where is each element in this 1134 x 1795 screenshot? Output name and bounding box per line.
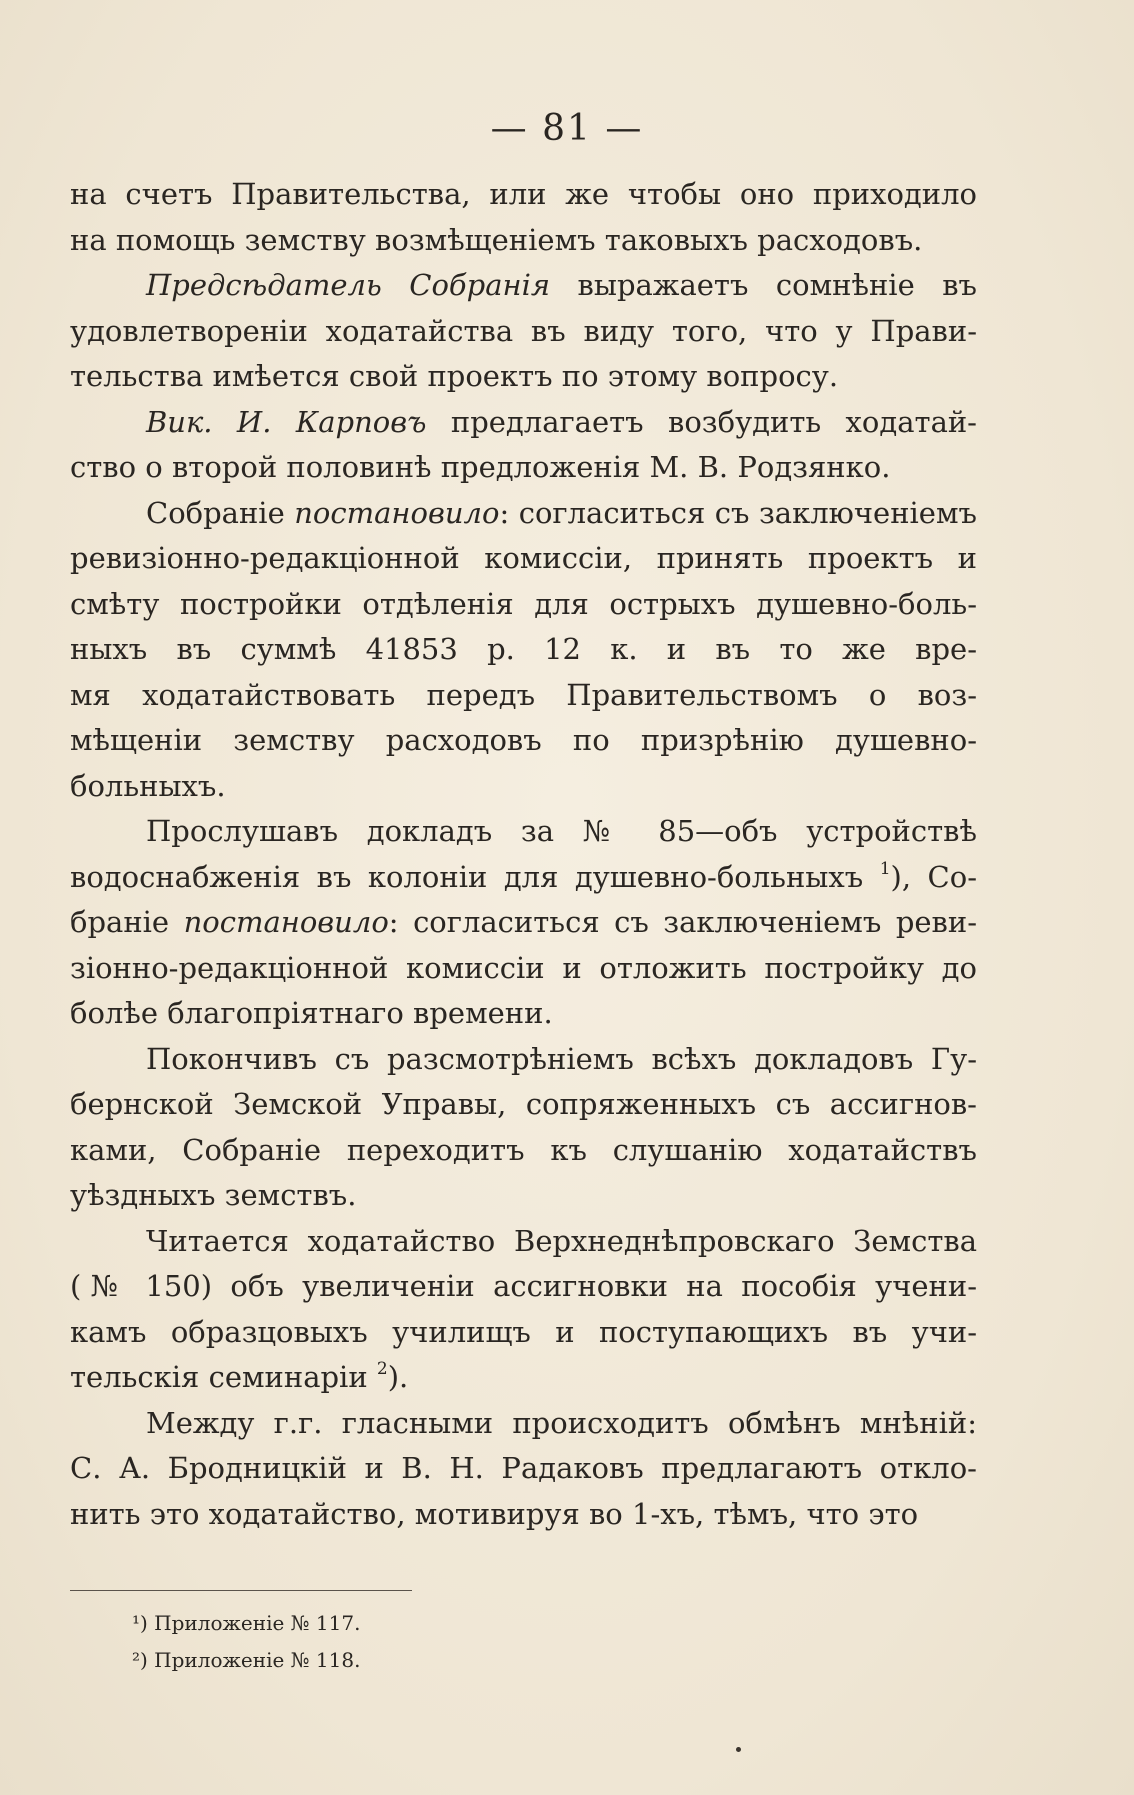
text-line: Читается ходатайство Верхнеднѣпровскаго Земства <box>146 1223 977 1258</box>
text-run: : согласиться съ заключеніемъ реви- <box>388 905 977 939</box>
text-line: больныхъ. <box>70 768 226 803</box>
text-run: выражаетъ сомнѣніе въ <box>550 268 977 302</box>
print-speck <box>736 1747 741 1752</box>
footnote-marker: 2 <box>376 1359 388 1380</box>
text-run: браніе <box>70 905 184 939</box>
text-line: Между г.г. гласными происходитъ обмѣнъ мнѣній: <box>146 1405 977 1440</box>
text-line: смѣту постройки отдѣленія для острыхъ душевно-боль- <box>70 586 977 621</box>
italic-emphasis: постановило <box>183 905 389 939</box>
text-line: ство о второй половинѣ предложенія М. В. Родзянко. <box>70 450 891 484</box>
text-line: камъ образцовыхъ училищъ и поступающихъ въ учи- <box>70 1314 977 1349</box>
text-line: тельства имѣется свой проектъ по этому вопросу. <box>70 359 839 393</box>
text-line: Прослушавъ докладъ за № 85—объ устройствѣ <box>146 814 977 848</box>
text-line: ныхъ въ суммѣ 41853 р. 12 к. и въ то же вре- <box>70 632 977 666</box>
text-line: болѣе благопріятнаго времени. <box>70 996 553 1030</box>
text-line: С. А. Бродницкій и В. Н. Радаковъ предлагаютъ откло- <box>70 1451 977 1485</box>
text-line <box>70 400 977 446</box>
footnote-marker: 1 <box>879 858 891 879</box>
footnote-1: ¹) Приложеніе № 117. <box>132 1611 361 1635</box>
text-line: нить это ходатайство, мотивируя во 1-хъ, тѣмъ, что это <box>70 1496 919 1531</box>
text-run: : согласиться съ заключеніемъ <box>499 495 977 530</box>
text-line: на помощь земству возмѣщеніемъ таковыхъ расходовъ. <box>70 222 923 257</box>
text-line: мя ходатайствовать передъ Правительствомъ о воз- <box>70 677 977 712</box>
text-line <box>70 263 977 309</box>
text-line <box>70 491 977 537</box>
text-line: уѣздныхъ земствъ. <box>70 1178 357 1212</box>
text-line: бернской Земской Управы, сопряженныхъ съ ассигнов- <box>70 1087 977 1121</box>
footnote-rule <box>70 1590 412 1591</box>
text-run: ). <box>387 1360 409 1394</box>
text-line: (№ 150) объ увеличеніи ассигновки на пособія учени- <box>70 1269 977 1303</box>
text-line: ревизіонно-редакціонной комиссіи, принять проектъ и <box>70 541 977 575</box>
text-run: водоснабженія въ колоніи для душевно-больныхъ <box>70 859 880 894</box>
text-run: ), Со- <box>890 859 977 894</box>
text-line: мѣщеніи земству расходовъ по призрѣнію душевно- <box>70 723 977 757</box>
italic-emphasis: Предсѣдатель Собранія <box>146 268 551 302</box>
text-line: на счетъ Правительства, или же чтобы оно приходило <box>70 177 977 211</box>
footnote-2: ²) Приложеніе № 118. <box>132 1648 361 1672</box>
text-run: тельскія семинаріи <box>70 1360 377 1394</box>
text-line <box>70 855 977 901</box>
text-run: Собраніе <box>146 495 295 530</box>
text-line <box>70 900 977 946</box>
text-run: предлагаетъ возбудить ходатай- <box>426 404 977 439</box>
text-line: Покончивъ съ разсмотрѣніемъ всѣхъ докладовъ Гу- <box>146 1041 977 1076</box>
italic-emphasis: постановило <box>294 495 500 530</box>
text-line: зіонно-редакціонной комиссіи и отложить постройку до <box>70 950 977 985</box>
footnotes <box>132 1605 360 1679</box>
text-line: удовлетвореніи ходатайства въ виду того, что у Прави- <box>70 313 977 348</box>
page-number: — 81 — <box>490 108 644 149</box>
text-line: ками, Собраніе переходитъ къ слушанію ходатайствъ <box>70 1132 977 1167</box>
body-text <box>70 172 977 1537</box>
italic-emphasis: Вик. И. Карповъ <box>146 404 427 439</box>
text-line <box>70 1355 977 1401</box>
